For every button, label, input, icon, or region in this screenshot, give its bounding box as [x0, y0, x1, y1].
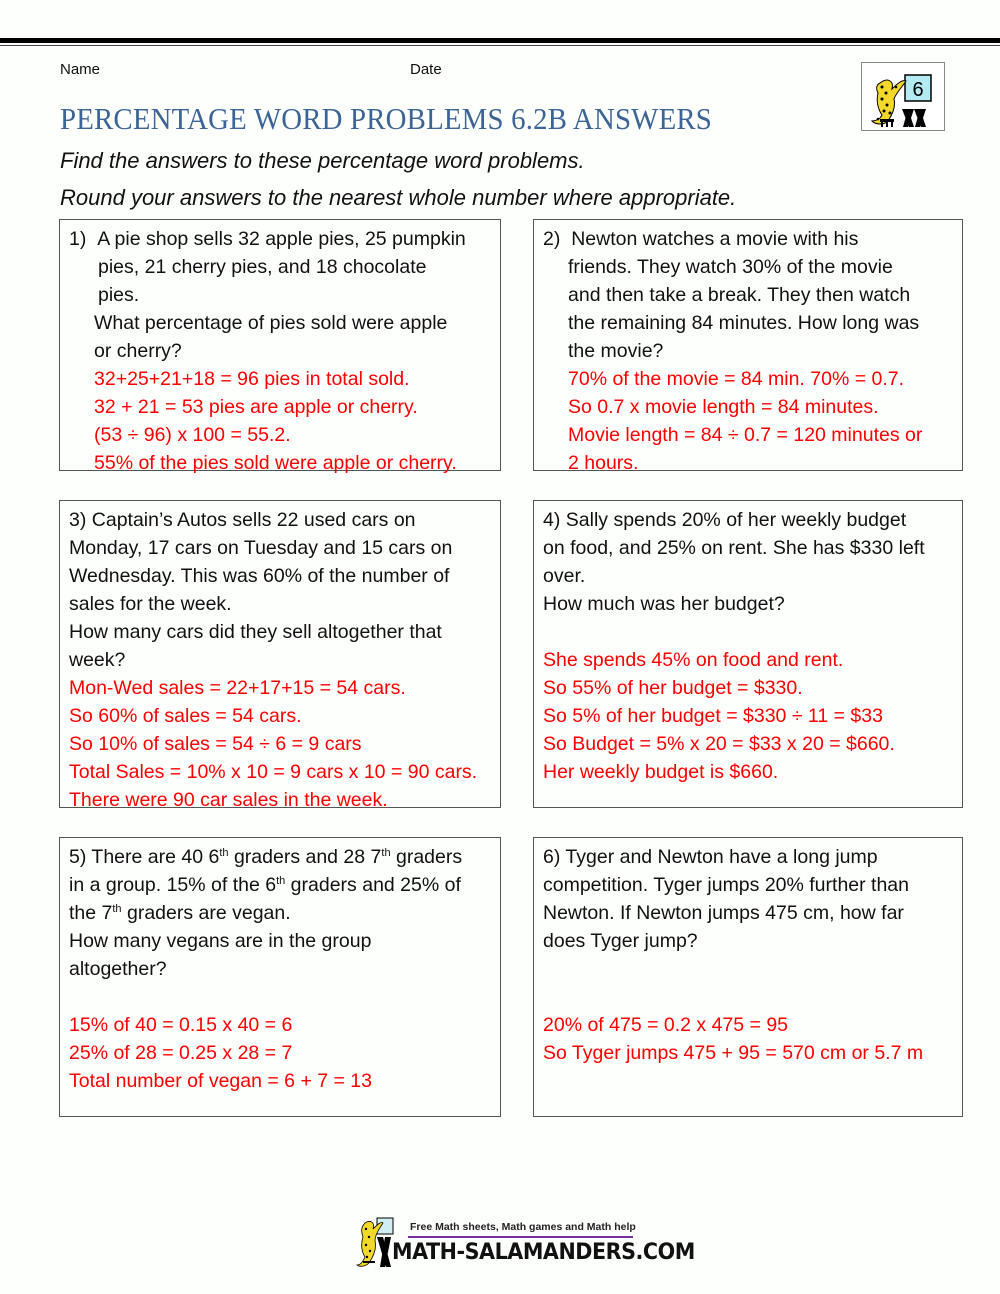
date-label: Date	[410, 61, 442, 78]
problem-question-line: 5) There are 40 6th graders and 28 7th graders	[69, 846, 463, 868]
answer-line: Her weekly budget is $660.	[543, 761, 779, 783]
answer-line: So 0.7 x movie length = 84 minutes.	[568, 396, 879, 418]
grade-badge-text: 6	[912, 79, 924, 101]
problem-question-line: Newton. If Newton jumps 475 cm, how far	[543, 902, 904, 924]
top-rule	[0, 38, 1000, 43]
problem-question-line: friends. They watch 30% of the movie	[568, 256, 893, 278]
problem-question-line: the remaining 84 minutes. How long was	[568, 312, 920, 334]
problem-number: 3)	[69, 509, 87, 531]
problem-number: 2)	[543, 228, 561, 250]
page-title: PERCENTAGE WORD PROBLEMS 6.2B ANSWERS	[60, 101, 713, 136]
answer-line: So Budget = 5% x 20 = $33 x 20 = $660.	[543, 733, 895, 755]
problem-question-line: How many vegans are in the group	[69, 930, 372, 952]
problem-question-line: and then take a break. They then watch	[568, 284, 911, 306]
problem-question-line: week?	[69, 649, 126, 671]
footer-site-name[interactable]: MATH-SALAMANDERS.COM	[392, 1240, 695, 1265]
problem-question-line: the 7th graders are vegan.	[69, 902, 291, 924]
footer-tagline: Free Math sheets, Math games and Math help	[410, 1221, 636, 1233]
answer-line: Total number of vegan = 6 + 7 = 13	[69, 1070, 373, 1092]
problem-question-line: in a group. 15% of the 6th graders and 25% of	[69, 874, 461, 896]
footer-divider	[408, 1236, 633, 1238]
spacer	[543, 955, 954, 983]
problem-question-line: on food, and 25% on rent. She has $330 left	[543, 537, 925, 559]
problem-question-line: competition. Tyger jumps 20% further than	[543, 874, 909, 896]
answer-line: 25% of 28 = 0.25 x 28 = 7	[69, 1042, 293, 1064]
answer-line: Mon-Wed sales = 22+17+15 = 54 cars.	[69, 677, 406, 699]
top-rule-thin	[0, 45, 1000, 46]
problem-number: 4)	[543, 509, 561, 531]
problem-question-line: Wednesday. This was 60% of the number of	[69, 565, 450, 587]
answer-line: So 10% of sales = 54 ÷ 6 = 9 cars	[69, 733, 362, 755]
problem-card-2	[533, 219, 963, 474]
problem-card-3	[59, 500, 501, 811]
answer-line: So 5% of her budget = $330 ÷ 11 = $33	[543, 705, 883, 727]
answer-line: Movie length = 84 ÷ 0.7 = 120 minutes or	[568, 424, 923, 446]
problem-card-6	[533, 837, 963, 1117]
salamander-easel-icon	[862, 63, 944, 130]
problem-question-line: altogether?	[69, 958, 167, 980]
grade-logo	[861, 62, 945, 131]
problem-question-line: the movie?	[568, 340, 664, 362]
problem-question-line: or cherry?	[94, 340, 182, 362]
answer-line: Total Sales = 10% x 10 = 9 cars x 10 = 90 cars.	[69, 761, 478, 783]
answer-line: 32 + 21 = 53 pies are apple or cherry.	[94, 396, 418, 418]
answer-line: 20% of 475 = 0.2 x 475 = 95	[543, 1014, 789, 1036]
problem-card-4	[533, 500, 963, 808]
problem-card-5	[59, 837, 501, 1117]
spacer	[543, 618, 954, 646]
problem-question-line: 2) Newton watches a movie with his	[543, 228, 859, 250]
problem-number: 5)	[69, 846, 87, 868]
answer-line: 32+25+21+18 = 96 pies in total sold.	[94, 368, 410, 390]
answer-line: So Tyger jumps 475 + 95 = 570 cm or 5.7 m	[543, 1042, 924, 1064]
problem-question-line: 4) Sally spends 20% of her weekly budget	[543, 509, 907, 531]
problem-question-line: How many cars did they sell altogether that	[69, 621, 442, 643]
problem-question-line: 1) A pie shop sells 32 apple pies, 25 pumpkin	[69, 228, 466, 250]
problem-question-line: 3) Captain’s Autos sells 22 used cars on	[69, 509, 416, 531]
problem-card-1	[59, 219, 501, 474]
problem-question-line: pies.	[98, 284, 140, 306]
problem-question-line: Monday, 17 cars on Tuesday and 15 cars on	[69, 537, 453, 559]
problem-question-line: What percentage of pies sold were apple	[94, 312, 448, 334]
answer-line: She spends 45% on food and rent.	[543, 649, 844, 671]
answer-line: 70% of the movie = 84 min. 70% = 0.7.	[568, 368, 905, 390]
spacer	[69, 983, 492, 1011]
answer-line: So 55% of her budget = $330.	[543, 677, 803, 699]
spacer	[543, 983, 954, 1011]
answer-line: 55% of the pies sold were apple or cherry.	[94, 452, 457, 474]
problem-number: 1)	[69, 228, 87, 250]
problem-question-line: does Tyger jump?	[543, 930, 698, 952]
problem-question-line: 6) Tyger and Newton have a long jump	[543, 846, 878, 868]
name-label: Name	[60, 61, 101, 78]
answer-line: So 60% of sales = 54 cars.	[69, 705, 302, 727]
instruction-line-1: Find the answers to these percentage word problems.	[60, 148, 585, 173]
problem-question-line: over.	[543, 565, 586, 587]
problem-number: 6)	[543, 846, 561, 868]
answer-line: 2 hours.	[568, 452, 639, 474]
instruction-line-2: Round your answers to the nearest whole number where appropriate.	[60, 185, 737, 210]
problem-question-line: sales for the week.	[69, 593, 232, 615]
answer-line: (53 ÷ 96) x 100 = 55.2.	[94, 424, 291, 446]
answer-line: 15% of 40 = 0.15 x 40 = 6	[69, 1014, 293, 1036]
answer-line: There were 90 car sales in the week.	[69, 789, 388, 811]
problem-question-line: pies, 21 cherry pies, and 18 chocolate	[98, 256, 427, 278]
problem-question-line: How much was her budget?	[543, 593, 785, 615]
